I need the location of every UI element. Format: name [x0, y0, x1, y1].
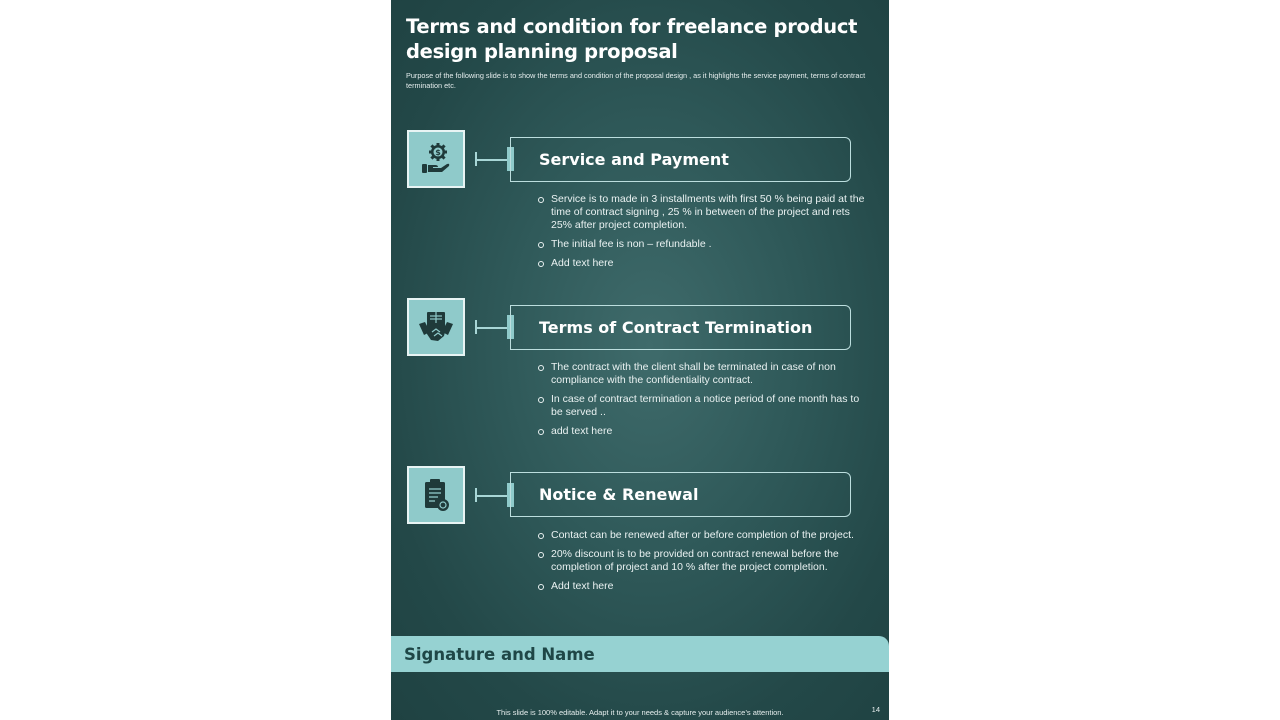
- section-heading-box: [510, 305, 851, 350]
- list-item: add text here: [538, 425, 873, 438]
- proposal-page: [391, 0, 889, 720]
- list-item: In case of contract termination a notice period of one month has to be served ..: [538, 393, 873, 419]
- page-number: 14: [871, 705, 880, 714]
- section-heading: Notice & Renewal: [539, 485, 699, 504]
- page-title: Terms and condition for freelance product design planning proposal: [406, 15, 858, 63]
- handshake-contract-icon: [418, 310, 454, 344]
- connector-line: [475, 159, 509, 161]
- section-icon-box: [407, 466, 465, 524]
- connector-line: [475, 495, 509, 497]
- svg-text:$: $: [435, 148, 441, 157]
- clipboard-renewal-icon: [421, 478, 451, 512]
- list-item: Add text here: [538, 580, 873, 593]
- list-item: Add text here: [538, 257, 873, 270]
- section-icon-box: [407, 298, 465, 356]
- bullet-list: [538, 361, 873, 444]
- footer-note: This slide is 100% editable. Adapt it to your needs & capture your audience’s attention.: [496, 708, 784, 717]
- hand-coin-gear-icon: [419, 142, 453, 176]
- signature-bar: [391, 636, 889, 672]
- list-item: Contact can be renewed after or before completion of the project.: [538, 529, 873, 542]
- section-icon-box: [407, 130, 465, 188]
- bullet-list: [538, 529, 873, 599]
- section-heading: Terms of Contract Termination: [539, 318, 813, 337]
- section-heading-box: [510, 472, 851, 517]
- list-item: The initial fee is non – refundable .: [538, 238, 873, 251]
- purpose-text: Purpose of the following slide is to show the terms and condition of the proposal design , as it highlights the service payment, terms of contract termination etc.: [406, 71, 866, 90]
- bullet-list: [538, 193, 873, 276]
- list-item: 20% discount is to be provided on contract renewal before the completion of project and 10 % after the project completion.: [538, 548, 873, 574]
- signature-label: Signature and Name: [404, 645, 595, 664]
- list-item: The contract with the client shall be terminated in case of non compliance with the confidentiality contract.: [538, 361, 873, 387]
- list-item: Service is to made in 3 installments with first 50 % being paid at the time of contract signing , 25 % in between of the project and rets 25% after project completion.: [538, 193, 873, 232]
- section-heading-box: [510, 137, 851, 182]
- connector-line: [475, 327, 509, 329]
- section-heading: Service and Payment: [539, 150, 729, 169]
